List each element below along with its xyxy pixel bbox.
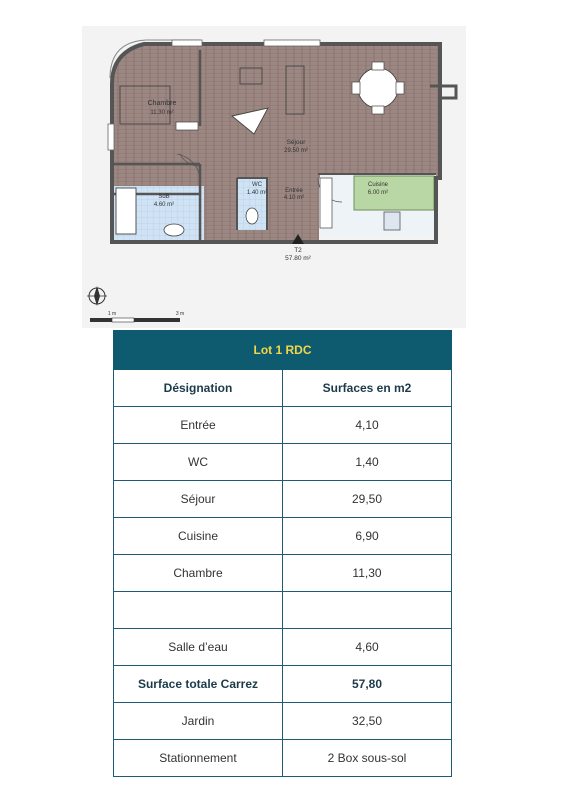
kitchen-counter	[354, 176, 434, 210]
entree-area: 4.10 m²	[283, 195, 305, 201]
header-designation: Désignation	[114, 370, 283, 407]
row-designation: Cuisine	[114, 518, 283, 555]
table-row	[114, 518, 452, 555]
row-designation: Jardin	[114, 703, 283, 740]
table-row	[114, 407, 452, 444]
table-title: Lot 1 RDC	[114, 331, 452, 370]
row-designation	[114, 592, 283, 629]
wc-area: 1.40 m²	[246, 190, 268, 196]
cuisine-area: 6.00 m²	[367, 190, 389, 196]
floor-plan	[82, 26, 466, 328]
row-designation: Chambre	[114, 555, 283, 592]
chair	[372, 106, 384, 114]
unit-area: 57.80 m²	[285, 255, 311, 262]
row-designation: Stationnement	[114, 740, 283, 777]
table-row	[114, 629, 452, 666]
row-surface: 6,90	[283, 518, 452, 555]
row-surface: 11,30	[283, 555, 452, 592]
chair	[396, 82, 404, 94]
row-designation: Surface totale Carrez	[114, 666, 283, 703]
sink-icon	[384, 212, 400, 230]
row-designation: Séjour	[114, 481, 283, 518]
cupboard	[320, 178, 332, 228]
table-row	[114, 444, 452, 481]
scale-left-label: 1 m	[107, 311, 117, 317]
floor-plan-drawing	[82, 26, 466, 328]
row-surface: 29,50	[283, 481, 452, 518]
chair	[352, 82, 360, 94]
sdb-label: SdB	[158, 194, 170, 200]
table-row-empty	[114, 592, 452, 629]
wc-label: WC	[252, 182, 262, 188]
table-row	[114, 481, 452, 518]
row-surface: 57,80	[283, 666, 452, 703]
scale-right-label: 3 m	[175, 311, 185, 317]
table-row	[114, 740, 452, 777]
row-designation: Entrée	[114, 407, 283, 444]
pillow	[176, 122, 198, 130]
table-header-row	[114, 370, 452, 407]
row-designation: Salle d’eau	[114, 629, 283, 666]
sdb-area: 4.60 m²	[153, 202, 175, 208]
entree-label: Entrée	[285, 188, 303, 194]
row-surface: 4,10	[283, 407, 452, 444]
table-title-row	[114, 331, 452, 370]
row-surface: 2 Box sous-sol	[283, 740, 452, 777]
header-surface: Surfaces en m2	[283, 370, 452, 407]
table-row	[114, 555, 452, 592]
cuisine-label: Cuisine	[367, 182, 389, 188]
north-compass-icon	[87, 286, 107, 306]
washbasin	[164, 224, 184, 236]
surfaces-table	[113, 330, 452, 777]
row-surface	[283, 592, 452, 629]
sejour-label: Séjour	[286, 139, 306, 146]
window	[108, 124, 114, 150]
sejour-area: 29.50 m²	[284, 148, 308, 154]
row-designation: WC	[114, 444, 283, 481]
unit-name: T2	[294, 247, 302, 254]
window	[172, 40, 202, 46]
window	[264, 40, 320, 46]
row-surface: 1,40	[283, 444, 452, 481]
toilet-icon	[246, 208, 258, 224]
chambre-label: Chambre	[147, 100, 177, 107]
dining-table	[358, 68, 398, 108]
shower	[116, 188, 136, 234]
chair	[372, 62, 384, 70]
row-surface: 4,60	[283, 629, 452, 666]
table-row-total	[114, 666, 452, 703]
chambre-area: 11.30 m²	[150, 110, 174, 116]
row-surface: 32,50	[283, 703, 452, 740]
scale-bar	[90, 311, 184, 322]
table-row	[114, 703, 452, 740]
